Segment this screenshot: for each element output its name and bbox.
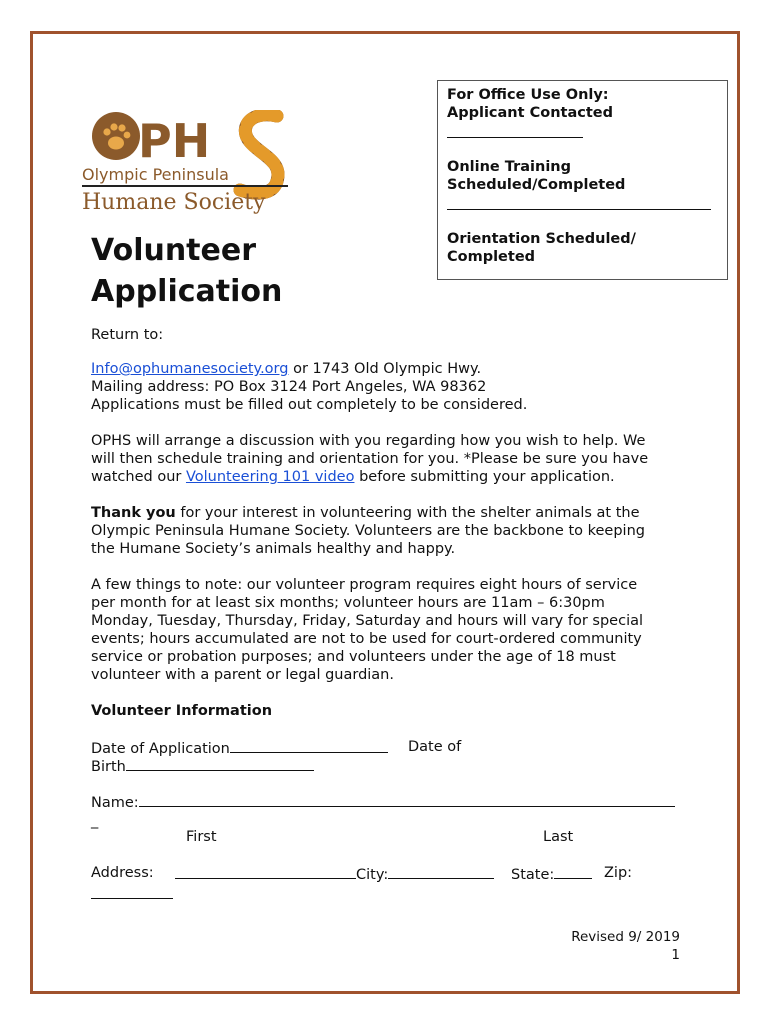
applicant-contacted-label: Applicant Contacted xyxy=(447,105,613,121)
city-label: City: xyxy=(356,867,389,883)
orientation-label-1: Orientation Scheduled/ xyxy=(447,231,636,247)
last-label: Last xyxy=(543,829,574,845)
para3-line2: per month for at least six months; volunteer hours are 11am – 6:30pm xyxy=(91,595,605,611)
para3-line6: volunteer with a parent or legal guardian. xyxy=(91,667,394,683)
applicant-contacted-line[interactable] xyxy=(447,137,583,138)
name-row xyxy=(91,792,675,812)
office-use-box xyxy=(437,80,728,280)
logo-subtitle: Olympic Peninsula xyxy=(82,165,229,184)
birth-label: Birth xyxy=(91,759,126,775)
date-of-birth-field[interactable] xyxy=(126,756,314,771)
online-training-label-1: Online Training xyxy=(447,159,571,175)
online-training-line[interactable] xyxy=(447,209,711,210)
para2-line2: Olympic Peninsula Humane Society. Volunteers are the backbone to keeping xyxy=(91,523,645,539)
title-line-2: Application xyxy=(91,274,283,309)
para3-line1: A few things to note: our volunteer program requires eight hours of service xyxy=(91,577,638,593)
state-row xyxy=(511,864,592,884)
office-title: For Office Use Only: xyxy=(447,87,609,103)
zip-field[interactable] xyxy=(91,884,173,899)
address-label: Address: xyxy=(91,865,154,881)
para1-line1: OPHS will arrange a discussion with you regarding how you wish to help. We xyxy=(91,433,646,449)
address-field[interactable] xyxy=(175,864,356,879)
return-to-label: Return to: xyxy=(91,327,164,343)
para3-line3: Monday, Tuesday, Thursday, Friday, Saturday and hours will vary for special xyxy=(91,613,644,629)
thank-you-bold: Thank you xyxy=(91,505,176,521)
page-title xyxy=(91,230,282,312)
birth-row xyxy=(91,756,314,776)
volunteer-info-heading: Volunteer Information xyxy=(91,703,273,719)
ophs-logo xyxy=(80,110,295,220)
para3-line4: events; hours accumulated are not to be used for court-ordered community xyxy=(91,631,642,647)
date-of-label: Date of xyxy=(408,739,462,755)
date-of-application-field[interactable] xyxy=(230,738,388,753)
logo-letters: PH xyxy=(138,114,211,168)
para1-line3-pre: watched our xyxy=(91,469,186,485)
address-text: or 1743 Old Olympic Hwy. xyxy=(288,361,482,377)
page-number: 1 xyxy=(671,947,680,963)
para3-line5: service or probation purposes; and volunteers under the age of 18 must xyxy=(91,649,616,665)
para1-line2: will then schedule training and orientation for you. *Please be sure you have xyxy=(91,451,649,467)
date-of-application-label: Date of Application xyxy=(91,741,230,757)
logo-title: Humane Society xyxy=(82,190,266,215)
name-dash: _ xyxy=(91,813,99,829)
para1-line3-post: before submitting your application. xyxy=(354,469,615,485)
orientation-label-2: Completed xyxy=(447,249,536,265)
title-line-1: Volunteer xyxy=(91,233,257,268)
video-link[interactable]: Volunteering 101 video xyxy=(185,469,355,485)
mailing-address: Mailing address: PO Box 3124 Port Angeles, WA 98362 xyxy=(91,379,487,395)
zip-label: Zip: xyxy=(604,865,633,881)
footer xyxy=(571,928,680,964)
email-line xyxy=(91,360,481,378)
para2-line1 xyxy=(91,504,640,522)
para2-line1-rest: for your interest in volunteering with the shelter animals at the xyxy=(175,505,640,521)
revised-date: Revised 9/ 2019 xyxy=(571,929,680,945)
state-label: State: xyxy=(511,867,555,883)
name-field[interactable] xyxy=(139,792,675,807)
email-link[interactable]: Info@ophumanesociety.org xyxy=(91,361,289,377)
para1-line3 xyxy=(91,468,615,486)
online-training-label-2: Scheduled/Completed xyxy=(447,177,626,193)
para2-line3: the Humane Society’s animals healthy and happy. xyxy=(91,541,456,557)
state-field[interactable] xyxy=(554,864,592,879)
address-city-row xyxy=(175,864,494,884)
name-label: Name: xyxy=(91,795,139,811)
first-label: First xyxy=(186,829,217,845)
city-field[interactable] xyxy=(388,864,494,879)
applications-note: Applications must be filled out completely to be considered. xyxy=(91,397,528,413)
zip-row xyxy=(91,884,173,904)
